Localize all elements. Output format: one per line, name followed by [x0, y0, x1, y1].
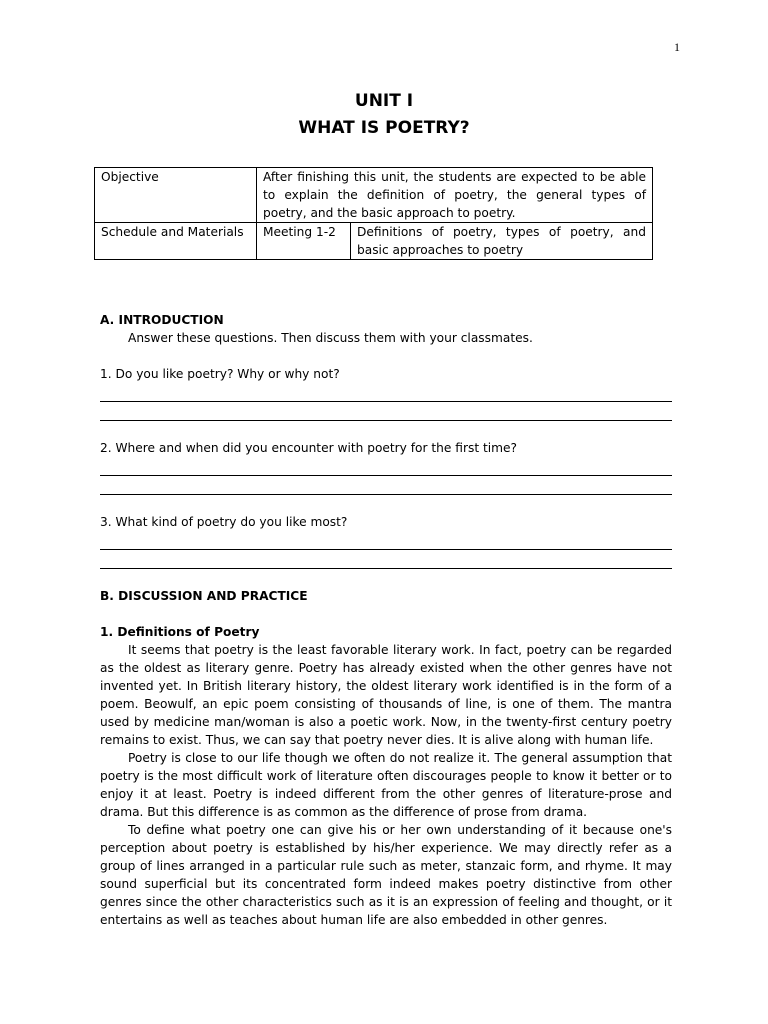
unit-title: UNIT I	[354, 91, 414, 111]
answer-line[interactable]	[100, 552, 672, 569]
meeting-cell: Meeting 1-2	[257, 223, 351, 260]
unit-subtitle: WHAT IS POETRY?	[298, 118, 470, 138]
question-block	[100, 439, 672, 495]
materials-cell: Definitions of poetry, types of poetry, and basic approaches to poetry	[351, 223, 653, 260]
answer-line[interactable]	[100, 478, 672, 495]
schedule-row	[95, 223, 653, 260]
definitions-subheading: 1. Definitions of Poetry	[100, 625, 260, 639]
page-number: 1	[674, 40, 680, 54]
schedule-label: Schedule and Materials	[95, 223, 257, 260]
section-a-instruction: Answer these questions. Then discuss them with your classmates.	[128, 331, 533, 345]
question-block	[100, 365, 672, 421]
answer-line[interactable]	[100, 459, 672, 476]
objective-row	[95, 168, 653, 223]
answer-line[interactable]	[100, 533, 672, 550]
page-content	[100, 311, 672, 929]
objective-text: After finishing this unit, the students are expected to be able to explain the definition of poetry, the general types of poetry, and the basic approach to poetry.	[257, 168, 653, 223]
objective-label: Objective	[95, 168, 257, 223]
question-text: 2. Where and when did you encounter with poetry for the first time?	[100, 441, 517, 455]
answer-line[interactable]	[100, 404, 672, 421]
body-paragraph: It seems that poetry is the least favorable literary work. In fact, poetry can be regarded as the oldest as literary genre. Poetry has already existed when the other genres have not invented yet. In British literary history, the oldest literary work identified is in the form of a poem. Beowulf, an epic poem consisting of thousands of line, is one of them. The mantra used by medicine man/woman is also a poetic work. Now, in the twenty-first century poetry remains to exist. Thus, we can say that poetry never dies. It is alive along with human life.	[100, 643, 672, 747]
question-text: 1. Do you like poetry? Why or why not?	[100, 367, 340, 381]
question-text: 3. What kind of poetry do you like most?	[100, 515, 348, 529]
body-paragraph: To define what poetry one can give his or her own understanding of it because one's perception about poetry is established by his/her experience. We may directly refer as a group of lines arranged in a particular rule such as meter, stanzaic form, and rhyme. It may sound superficial but its concentrated form indeed makes poetry distinctive from other genres since the other characteristics such as it is an expression of feeling and thought, or it entertains as well as teaches about human life are also embedded in other genres.	[100, 823, 672, 927]
section-a-heading: A. INTRODUCTION	[100, 313, 224, 327]
section-b-heading: B. DISCUSSION AND PRACTICE	[100, 589, 308, 603]
objective-table	[94, 167, 653, 260]
body-paragraph: Poetry is close to our life though we often do not realize it. The general assumption that poetry is the most difficult work of literature often discourages people to know it better or to enjoy it at least. Poetry is indeed different from the other genres of literature-prose and drama. But this difference is as common as the difference of prose from drama.	[100, 751, 672, 819]
question-block	[100, 513, 672, 569]
answer-line[interactable]	[100, 385, 672, 402]
